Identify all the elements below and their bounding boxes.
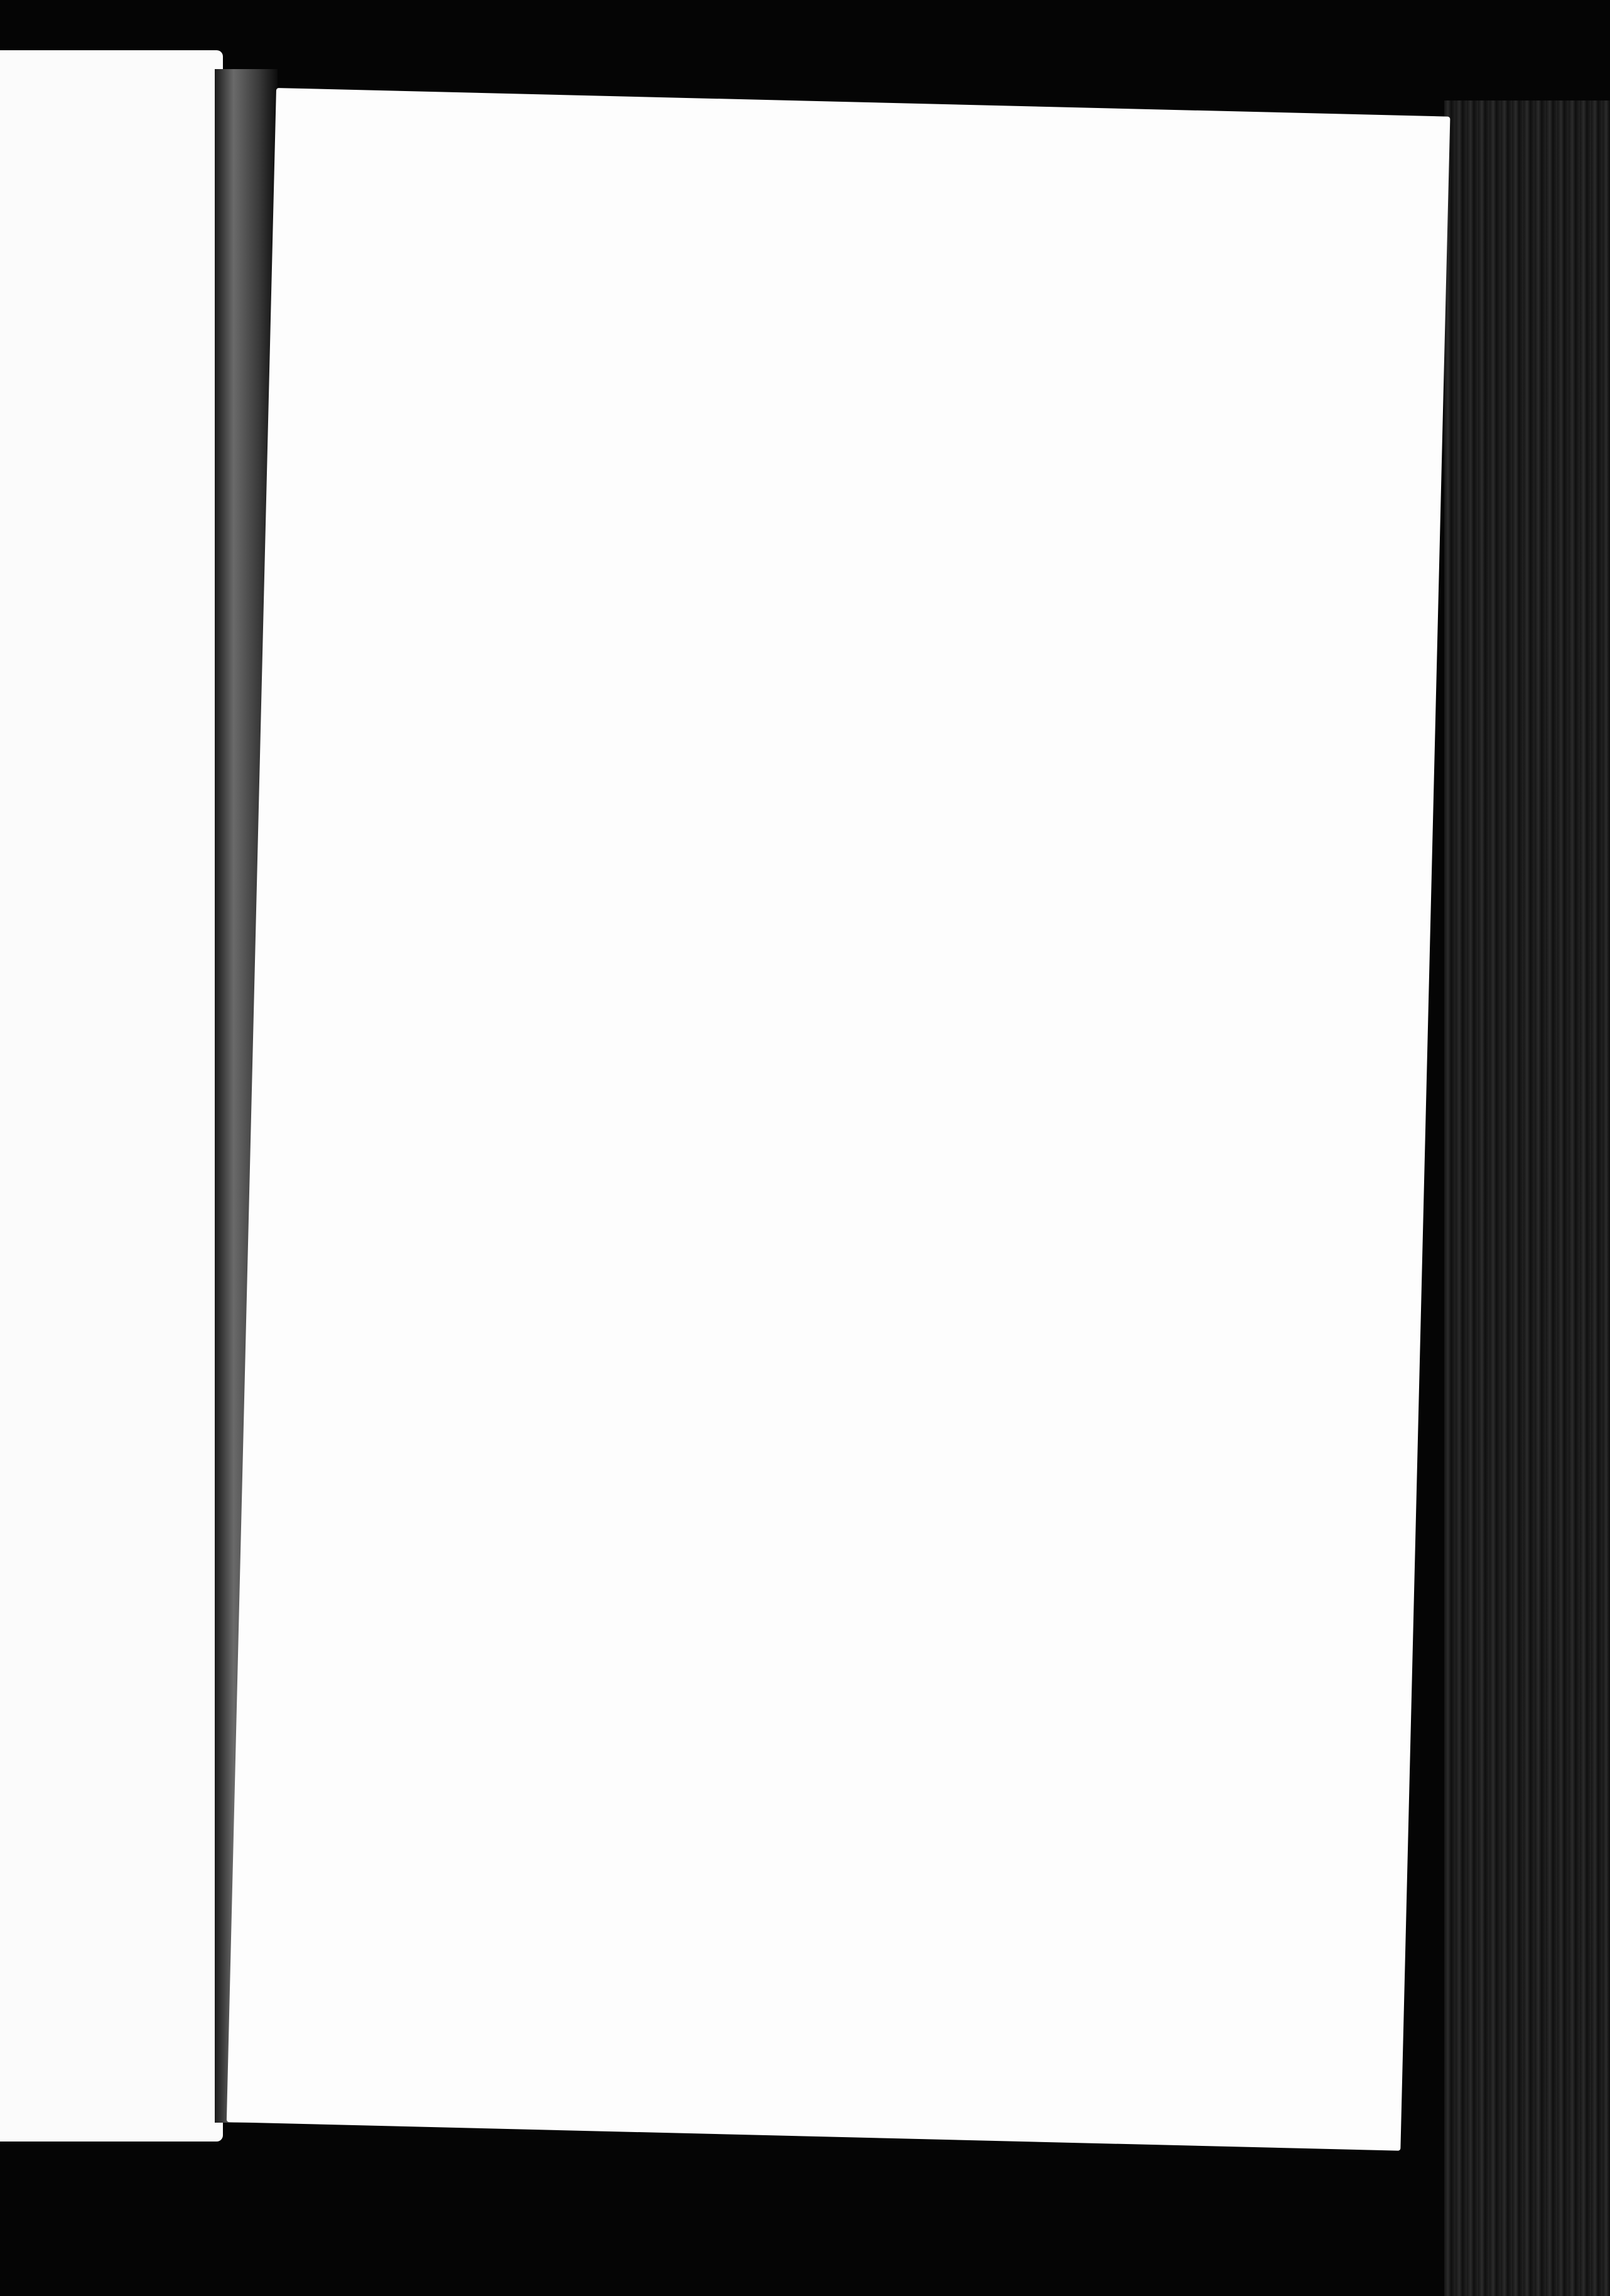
previous-page <box>0 50 223 2142</box>
book-edge <box>1444 100 1610 2296</box>
page-number-header <box>311 208 1378 234</box>
page-text-block <box>311 208 1378 234</box>
page-body <box>311 208 1378 234</box>
current-page <box>227 88 1451 2151</box>
